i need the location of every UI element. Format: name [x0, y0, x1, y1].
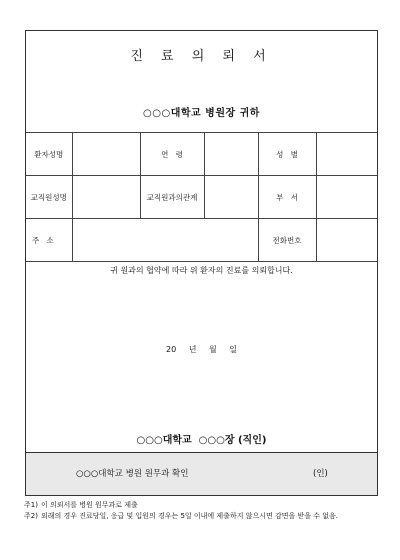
footnote: [24, 511, 380, 522]
footnote-text: 외래의 경우 진료당일, 응급 및 입원의 경우는 5일 이내에 제출하지 않으시면 감면을 받을 수 없음.: [40, 512, 338, 520]
sex-label: 성 별: [258, 133, 316, 176]
staff-name-label: 교직원성명: [26, 176, 72, 219]
phone-field[interactable]: [316, 219, 377, 262]
patient-name-label: 환자성명: [26, 133, 72, 176]
issuer-signature: ○○○대학교 ○○○장 (직인): [136, 435, 267, 446]
table-row: [26, 133, 377, 176]
footnote-mark: 주1): [24, 501, 38, 509]
referral-form: [25, 30, 378, 496]
phone-label: 전화번호: [258, 219, 316, 262]
staff-name-field[interactable]: [72, 176, 140, 219]
confirmation-box: [26, 452, 377, 495]
address-label: 주 소: [26, 219, 72, 262]
form-title: 진 료 의 뢰 서: [130, 49, 273, 64]
confirmation-seal: (인): [313, 469, 328, 479]
age-field[interactable]: [204, 133, 258, 176]
confirmation-text: ○○○대학교 병원 원무과 확인: [76, 469, 189, 479]
address-field[interactable]: [72, 219, 258, 262]
relation-label: 교직원과의관계: [140, 176, 204, 219]
referral-statement: 귀 원과의 협약에 따라 위 환자의 진료를 의뢰합니다.: [110, 266, 293, 275]
dept-label: 부 서: [258, 176, 316, 219]
dept-field[interactable]: [316, 176, 377, 219]
footnote: [24, 500, 380, 511]
patient-name-field[interactable]: [72, 133, 140, 176]
form-addressee: ○○○대학교 병원장 귀하: [143, 108, 260, 119]
table-row: [26, 219, 377, 262]
footnotes: [24, 500, 380, 522]
footnote-mark: 주2): [24, 512, 38, 520]
sex-field[interactable]: [316, 133, 377, 176]
date-line: 20 년 월 일: [166, 345, 237, 354]
relation-field[interactable]: [204, 176, 258, 219]
table-row: [26, 176, 377, 219]
age-label: 연 령: [140, 133, 204, 176]
footnote-text: 이 의뢰서를 병원 원무과로 제출: [40, 501, 138, 509]
info-table: [26, 132, 377, 262]
